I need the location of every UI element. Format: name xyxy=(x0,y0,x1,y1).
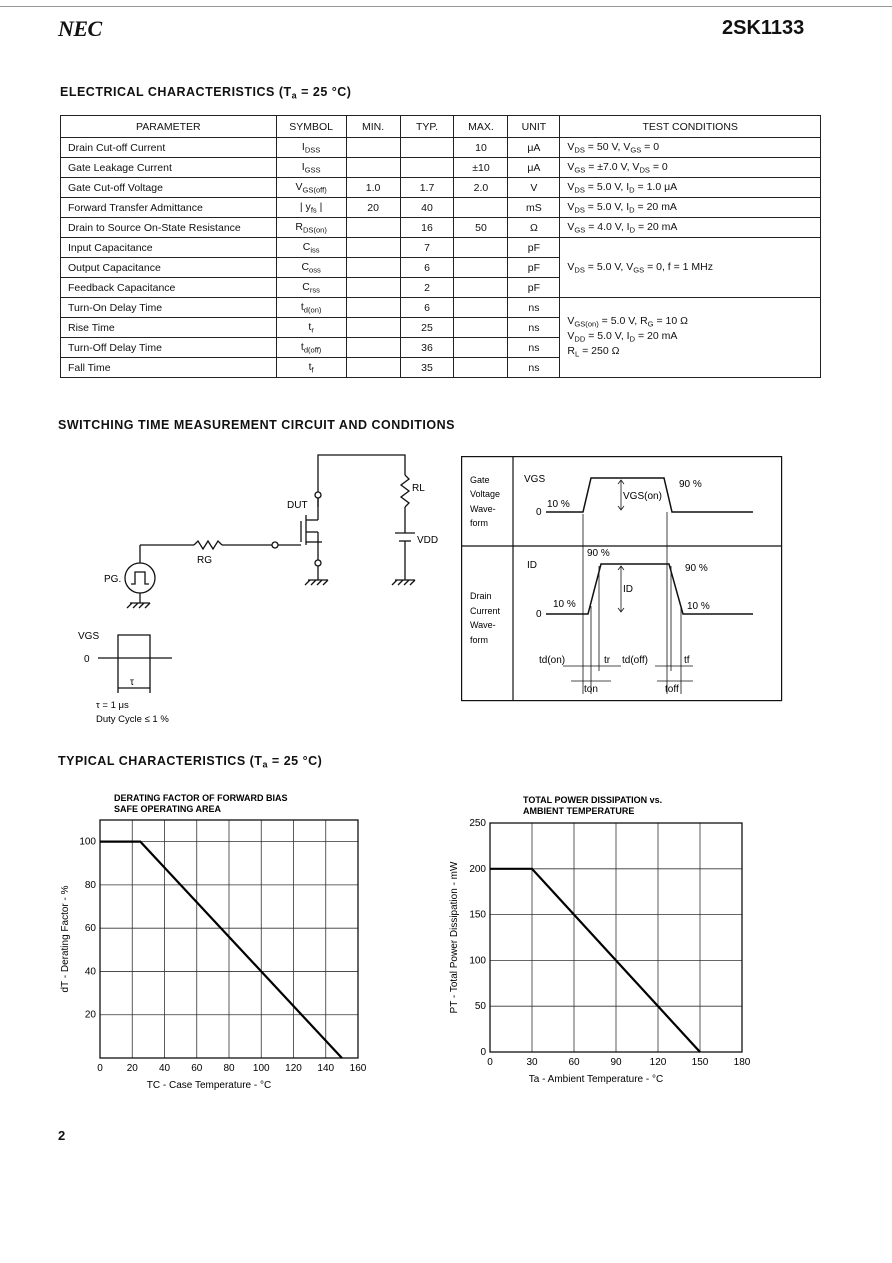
col-unit: UNIT xyxy=(508,116,560,138)
page-number: 2 xyxy=(58,1128,66,1143)
dut-label: DUT xyxy=(287,500,308,511)
param-cell: Drain to Source On-State Resistance xyxy=(61,218,277,238)
x-tick-label: 180 xyxy=(733,1057,751,1068)
drain-label-3: Wave- xyxy=(470,620,496,630)
cond-cell: $V_{DS} = 5.0$ V, $I_D = 1.0$ μA xyxy=(560,178,821,198)
col-symbol: SYMBOL xyxy=(276,116,346,138)
cond-cell: $V_{DS} = 5.0$ V, $I_D = 20$ mA xyxy=(560,198,821,218)
param-cell: Input Capacitance xyxy=(61,238,277,258)
pg-label: PG. xyxy=(104,574,122,585)
y-tick-label: 100 xyxy=(79,836,96,848)
param-cell: Fall Time xyxy=(61,358,277,378)
symbol-cell: $C_{rss}$ xyxy=(276,278,346,298)
cond-cell-switching xyxy=(560,298,821,378)
min-cell xyxy=(346,138,400,158)
x-tick-label: 40 xyxy=(158,1063,171,1074)
typ-cell: 36 xyxy=(400,338,454,358)
x-tick-label: 60 xyxy=(568,1057,580,1068)
x-axis-label: TC - Case Temperature - °C xyxy=(146,1080,272,1091)
param-cell: Turn-On Delay Time xyxy=(61,298,277,318)
typ-cell: 2 xyxy=(400,278,454,298)
x-tick-label: 90 xyxy=(610,1057,622,1068)
min-cell xyxy=(346,298,400,318)
part-number: 2SK1133 xyxy=(722,17,805,39)
max-cell xyxy=(454,238,508,258)
tau-note: τ = 1 μs xyxy=(96,700,129,711)
x-tick-label: 0 xyxy=(97,1063,103,1074)
typ-cell: 7 xyxy=(400,238,454,258)
cond-cell: $V_{DS} = 50$ V, $V_{GS} = 0$ xyxy=(560,138,821,158)
tf-label: tf xyxy=(684,655,690,666)
vgs-on-label: VGS(on) xyxy=(623,491,662,502)
drain-10pct-left: 10 % xyxy=(553,599,576,610)
power-dissipation-chart xyxy=(445,790,765,1090)
y-tick-label: 60 xyxy=(84,923,96,935)
symbol-cell: $I_{GSS}$ xyxy=(276,158,346,178)
symbol-cell: $C_{oss}$ xyxy=(276,258,346,278)
td-off-label: td(off) xyxy=(622,655,648,666)
x-tick-label: 120 xyxy=(285,1063,302,1074)
symbol-cell: $I_{DSS}$ xyxy=(276,138,346,158)
x-tick-label: 80 xyxy=(223,1063,235,1074)
min-cell xyxy=(346,238,400,258)
max-cell xyxy=(454,298,508,318)
min-cell xyxy=(346,318,400,338)
x-tick-label: 30 xyxy=(526,1057,538,1068)
tr-label: tr xyxy=(604,655,611,666)
id-amp-label: ID xyxy=(623,584,633,595)
table-row xyxy=(61,218,821,238)
param-cell: Output Capacitance xyxy=(61,258,277,278)
max-cell: ±10 xyxy=(454,158,508,178)
x-tick-label: 150 xyxy=(691,1057,709,1068)
x-tick-label: 120 xyxy=(649,1057,667,1068)
table-row xyxy=(61,138,821,158)
x-tick-label: 160 xyxy=(349,1063,367,1074)
rg-label: RG xyxy=(197,555,212,566)
param-cell: Turn-Off Delay Time xyxy=(61,338,277,358)
derating-chart xyxy=(60,790,380,1100)
duty-note: Duty Cycle ≤ 1 % xyxy=(96,714,169,725)
sw-cond-1: $V_{GS(on)} = 5.0$ V, $R_G = 10$ Ω xyxy=(567,314,688,328)
drain-label-4: form xyxy=(470,635,488,645)
x-tick-label: 20 xyxy=(126,1063,138,1074)
symbol-cell: $C_{iss}$ xyxy=(276,238,346,258)
y-axis-label: dT - Derating Factor - % xyxy=(60,885,71,993)
max-cell xyxy=(454,338,508,358)
gate-10pct: 10 % xyxy=(547,499,570,510)
y-tick-label: 80 xyxy=(84,879,96,891)
y-tick-label: 50 xyxy=(474,1001,486,1013)
waveform-diagram xyxy=(461,456,783,702)
rl-label: RL xyxy=(412,483,425,494)
x-tick-label: 100 xyxy=(252,1063,270,1074)
vdd-label: VDD xyxy=(417,535,439,546)
drain-zero: 0 xyxy=(536,609,542,620)
max-cell: 2.0 xyxy=(454,178,508,198)
col-parameter: PARAMETER xyxy=(61,116,277,138)
table-header-row xyxy=(61,116,821,138)
symbol-cell: $t_{d(off)}$ xyxy=(276,338,346,358)
min-cell xyxy=(346,358,400,378)
drain-90pct-left: 90 % xyxy=(587,548,610,559)
max-cell xyxy=(454,358,508,378)
vgs-wave-label: VGS xyxy=(524,474,546,485)
typ-cell xyxy=(400,158,454,178)
table-row xyxy=(61,298,821,318)
y-tick-label: 100 xyxy=(469,955,486,967)
unit-cell: pF xyxy=(508,278,560,298)
min-cell xyxy=(346,158,400,178)
sw-cond-3: $R_L = 250$ Ω xyxy=(567,345,620,359)
unit-cell: ns xyxy=(508,298,560,318)
electrical-table xyxy=(60,115,821,378)
gate-90pct: 90 % xyxy=(679,479,702,490)
typ-cell xyxy=(400,138,454,158)
min-cell: 1.0 xyxy=(346,178,400,198)
toff-label: toff xyxy=(665,684,679,695)
drain-90pct-right: 90 % xyxy=(685,563,708,574)
derating-title-1: DERATING FACTOR OF FORWARD BIAS xyxy=(114,793,288,803)
drain-label-2: Current xyxy=(470,606,501,616)
gate-label-4: form xyxy=(470,518,488,528)
symbol-cell: $t_r$ xyxy=(276,318,346,338)
y-tick-label: 20 xyxy=(84,1009,96,1021)
max-cell xyxy=(454,258,508,278)
unit-cell: pF xyxy=(508,258,560,278)
col-min: MIN. xyxy=(346,116,400,138)
symbol-cell: | $y_{fs}$ | xyxy=(276,198,346,218)
param-cell: Gate Leakage Current xyxy=(61,158,277,178)
param-cell: Rise Time xyxy=(61,318,277,338)
col-typ: TYP. xyxy=(400,116,454,138)
gate-zero: 0 xyxy=(536,507,542,518)
unit-cell: pF xyxy=(508,238,560,258)
unit-cell: μA xyxy=(508,158,560,178)
y-tick-label: 0 xyxy=(480,1047,486,1058)
power-title-2: AMBIENT TEMPERATURE xyxy=(523,806,635,816)
y-tick-label: 150 xyxy=(469,909,486,921)
max-cell: 10 xyxy=(454,138,508,158)
td-on-label: td(on) xyxy=(539,655,566,666)
y-tick-label: 200 xyxy=(469,863,486,875)
table-row xyxy=(61,178,821,198)
id-wave-label: ID xyxy=(527,560,537,571)
min-cell xyxy=(346,258,400,278)
col-test-conditions: TEST CONDITIONS xyxy=(560,116,821,138)
series-line xyxy=(100,842,342,1058)
gate-label-3: Wave- xyxy=(470,504,496,514)
x-tick-label: 140 xyxy=(317,1063,335,1074)
unit-cell: ns xyxy=(508,318,560,338)
max-cell xyxy=(454,198,508,218)
x-tick-label: 60 xyxy=(191,1063,203,1074)
ton-label: ton xyxy=(584,684,598,695)
table-row xyxy=(61,198,821,218)
top-rule xyxy=(0,6,892,7)
x-tick-label: 0 xyxy=(487,1057,493,1068)
typ-cell: 1.7 xyxy=(400,178,454,198)
typ-cell: 40 xyxy=(400,198,454,218)
switching-title: SWITCHING TIME MEASUREMENT CIRCUIT AND CONDITIONS xyxy=(58,418,455,432)
col-max: MAX. xyxy=(454,116,508,138)
max-cell xyxy=(454,318,508,338)
switching-circuit xyxy=(78,445,450,735)
min-cell: 20 xyxy=(346,198,400,218)
tau-label: τ xyxy=(130,677,134,688)
table-row xyxy=(61,158,821,178)
symbol-cell: $t_{d(on)}$ xyxy=(276,298,346,318)
vgs-pulse-label: VGS xyxy=(78,631,100,642)
unit-cell: Ω xyxy=(508,218,560,238)
cond-cell: $V_{GS} = 4.0$ V, $I_D = 20$ mA xyxy=(560,218,821,238)
unit-cell: mS xyxy=(508,198,560,218)
symbol-cell: $V_{GS(off)}$ xyxy=(276,178,346,198)
typ-cell: 16 xyxy=(400,218,454,238)
max-cell xyxy=(454,278,508,298)
drain-label-1: Drain xyxy=(470,591,492,601)
unit-cell: ns xyxy=(508,338,560,358)
unit-cell: ns xyxy=(508,358,560,378)
gate-label-2: Voltage xyxy=(470,489,501,499)
cond-cell-capacitance: $V_{DS} = 5.0$ V, $V_{GS} = 0$, f = 1 MHz xyxy=(560,238,821,298)
sw-cond-2: $V_{DD} = 5.0$ V, $I_D = 20$ mA xyxy=(567,329,678,344)
param-cell: Gate Cut-off Voltage xyxy=(61,178,277,198)
symbol-cell: $t_f$ xyxy=(276,358,346,378)
cond-cell: $V_{GS} = \pm 7.0$ V, $V_{DS} = 0$ xyxy=(560,158,821,178)
company-logo: NEC xyxy=(58,16,102,41)
zero-label: 0 xyxy=(84,654,90,665)
y-tick-label: 250 xyxy=(469,818,486,829)
min-cell xyxy=(346,218,400,238)
table-row xyxy=(61,238,821,258)
drain-10pct-right: 10 % xyxy=(687,601,710,612)
y-tick-label: 40 xyxy=(84,966,96,978)
unit-cell: V xyxy=(508,178,560,198)
typ-cell: 25 xyxy=(400,318,454,338)
param-cell: Feedback Capacitance xyxy=(61,278,277,298)
y-axis-label: PT - Total Power Dissipation - mW xyxy=(449,861,460,1014)
symbol-cell: $R_{DS(on)}$ xyxy=(276,218,346,238)
min-cell xyxy=(346,338,400,358)
param-cell: Forward Transfer Admittance xyxy=(61,198,277,218)
param-cell: Drain Cut-off Current xyxy=(61,138,277,158)
typ-cell: 6 xyxy=(400,298,454,318)
x-axis-label: Ta - Ambient Temperature - °C xyxy=(528,1074,664,1085)
power-title-1: TOTAL POWER DISSIPATION vs. xyxy=(523,795,663,805)
derating-title-2: SAFE OPERATING AREA xyxy=(114,804,222,814)
max-cell: 50 xyxy=(454,218,508,238)
electrical-title: ELECTRICAL CHARACTERISTICS ($T_a = 25$ °C) xyxy=(60,85,352,101)
typ-cell: 6 xyxy=(400,258,454,278)
typ-cell: 35 xyxy=(400,358,454,378)
typical-title: TYPICAL CHARACTERISTICS ($T_a = 25$ °C) xyxy=(58,754,323,770)
min-cell xyxy=(346,278,400,298)
gate-label-1: Gate xyxy=(470,475,490,485)
unit-cell: μA xyxy=(508,138,560,158)
